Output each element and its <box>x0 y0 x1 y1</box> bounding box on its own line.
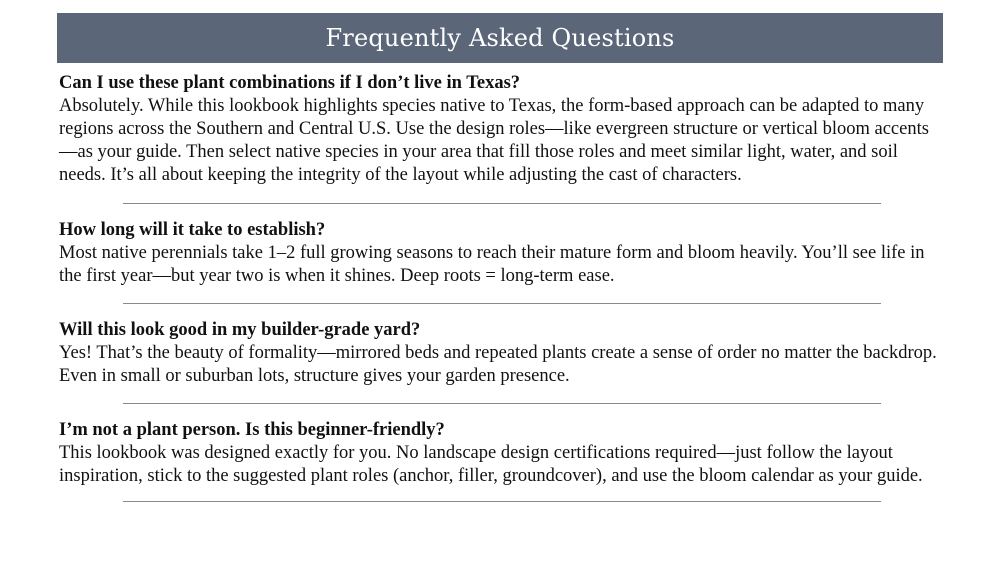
faq-page <box>57 13 943 502</box>
faq-item <box>59 219 943 304</box>
faq-header-banner <box>57 13 943 63</box>
faq-divider <box>123 403 881 404</box>
faq-list <box>57 72 943 502</box>
faq-question: How long will it take to establish? <box>59 220 326 240</box>
faq-divider <box>123 203 881 204</box>
faq-question: Will this look good in my builder-grade yard? <box>59 320 421 340</box>
page-title: Frequently Asked Questions <box>325 24 675 52</box>
faq-divider <box>123 303 881 304</box>
faq-answer: Most native perennials take 1–2 full growing seasons to reach their mature form and bloom heavily. You’ll see life in the first year—but year two is when it shines. Deep roots = long-term ease. <box>59 243 925 286</box>
faq-item <box>59 72 943 204</box>
faq-question: I’m not a plant person. Is this beginner-friendly? <box>59 420 445 440</box>
faq-question: Can I use these plant combinations if I don’t live in Texas? <box>59 73 521 93</box>
faq-answer: Yes! That’s the beauty of formality—mirrored beds and repeated plants create a sense of order no matter the backdrop. Even in small or suburban lots, structure gives your garden presence. <box>59 343 937 386</box>
faq-item <box>59 319 943 404</box>
faq-answer: This lookbook was designed exactly for you. No landscape design certifications required—just follow the layout inspiration, stick to the suggested plant roles (anchor, filler, groundcover), and use the bloom calendar as your guide. <box>59 443 923 486</box>
faq-divider <box>123 501 881 502</box>
faq-answer: Absolutely. While this lookbook highlights species native to Texas, the form-based approach can be adapted to many regions across the Southern and Central U.S. Use the design roles—like evergreen structure or vertical bloom accents—as your guide. Then select native species in your area that fill those roles and meet similar light, water, and soil needs. It’s all about keeping the integrity of the layout while adjusting the cast of characters. <box>59 96 929 185</box>
faq-item <box>59 419 943 502</box>
